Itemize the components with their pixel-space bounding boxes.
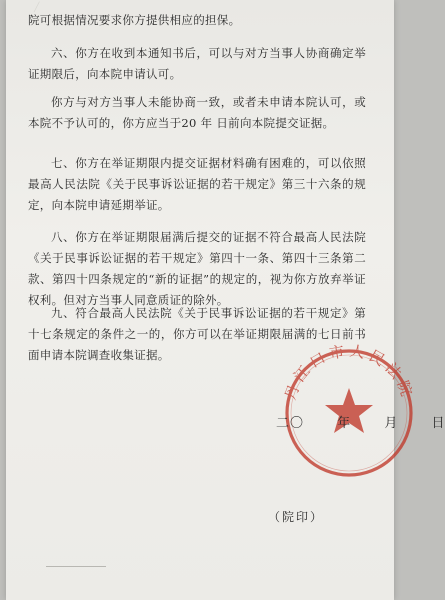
year-label: 年 — [337, 416, 352, 431]
paragraph-continuation: 院可根据情况要求你方提供相应的担保。 — [28, 13, 241, 27]
day-label: 日 — [431, 416, 445, 431]
date-line — [276, 412, 445, 431]
court-seal-label: （院印） — [268, 510, 325, 524]
paragraph-6-deadline: 你方与对方当事人未能协商一致，或者未申请本院认可，或本院不予认可的，你方应当于20 年 日前向本院提交证据。 — [28, 95, 366, 130]
document-page — [6, 0, 445, 600]
year-prefix: 二〇 — [276, 416, 305, 431]
paragraph-6: 六、你方在收到本通知书后，可以与对方当事人协商确定举证期限后，向本院申请认可。 — [28, 46, 366, 81]
footnote-faint — [46, 566, 366, 570]
seal-text: 丹江口市人民法院 — [281, 341, 417, 403]
paragraph-8: 八、你方在举证期限届满后提交的证据不符合最高人民法院《关于民事诉讼证据的若干规定》第四十一条、第四十三条第二款、第四十四条规定的“新的证据”的规定的，视为你方放弃举证权利。但对方当事人同意质证的除外。 — [28, 230, 366, 307]
paragraph-9: 九、符合最高人民法院《关于民事诉讼证据的若干规定》第十七条规定的条件之一的，你方可以在举证期限届满的七日前书面申请本院调查收集证据。 — [28, 306, 366, 362]
paragraph-7: 七、你方在举证期限内提交证据材料确有困难的，可以依照最高人民法院《关于民事诉讼证据的若干规定》第三十六条的规定，向本院申请延期举证。 — [28, 156, 366, 212]
bleed-through-text: ╱ — [34, 3, 41, 13]
month-label: 月 — [384, 416, 399, 431]
